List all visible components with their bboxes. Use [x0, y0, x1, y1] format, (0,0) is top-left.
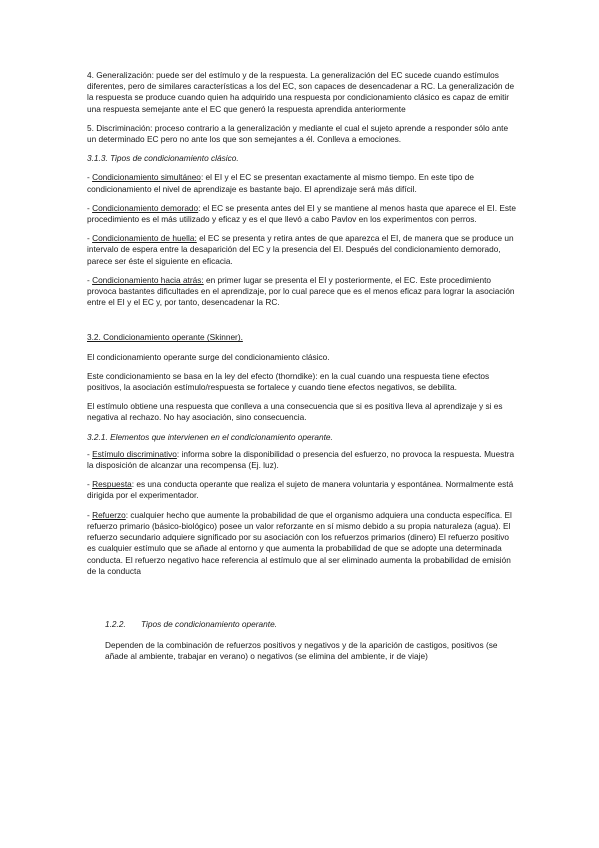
heading-1-2-2-title: Tipos de condicionamiento operante.: [141, 618, 277, 629]
paragraph-discriminacion: 5. Discriminación: proceso contrario a la generalización y mediante el cual el sujeto aprende a responder sólo ante un determinado EC pero no ante los que son semejantes a él. Conlleva a emociones.: [87, 122, 509, 145]
paragraph-operante-2: Este condicionamiento se basa en la ley del efecto (thorndike): en la cual cuando una respuesta tiene efectos positivos, la asociación estímulo/respuesta se fortalece y cuando tiene efectos negativos, se debilita.: [87, 370, 490, 393]
text-discriminativo: : informa sobre la disponibilidad o presencia del esfuerzo, no provoca la respuesta. Muestra la disposición de alcanzar una recompensa (Ej. luz).: [87, 448, 515, 471]
item-condicionamiento-hacia-atras: [87, 275, 519, 309]
paragraph-tipos-operante: Dependen de la combinación de refuerzos positivos y negativos y de la aparición de castigos, positivos (se añade al ambiente, trabajar en verano) o negativos (se elimina del ambiente, ir de viaje): [105, 640, 498, 662]
term-discriminativo: Estímulo discriminativo: [92, 448, 177, 459]
paragraph-operante-3: El estímulo obtiene una respuesta que conlleva a una consecuencia que si es positiva lleva al aprendizaje y si es negativa al rechazo. No hay asociación, sino consecuencia.: [87, 401, 503, 423]
term-hacia-atras: Condicionamiento hacia atrás:: [92, 274, 204, 285]
term-demorado: Condicionamiento demorado: [92, 202, 199, 213]
text-demorado: : el EC se presenta antes del EI y se mantiene al menos hasta que aparece el EI. Este procedimiento es el más utilizado y eficaz y es el que llevó a cabo Pavlov en los experimentos con perros.: [87, 202, 516, 225]
text-hacia-atras: en primer lugar se presenta el EI y posteriormente, el EC. Este procedimiento provoca bastantes dificultades en el aprendizaje, por lo cual parece que es el menos eficaz para lograr la asociación entre el EI y el EC y, por tanto, desencadenar la RC.: [87, 274, 515, 308]
text-huella: el EC se presenta y retira antes de que aparezca el EI, de manera que se produce un intervalo de espera entre la desaparición del EC y la presencia del EI. Después del condicionamiento demorado, parece ser éste el siguiente en eficacia.: [87, 233, 514, 266]
term-huella: Condicionamiento de huella:: [92, 233, 197, 244]
item-condicionamiento-simultaneo: [87, 172, 519, 194]
item-dash: -: [87, 274, 93, 285]
term-respuesta: Respuesta: [92, 479, 132, 490]
item-dash: -: [87, 172, 93, 183]
term-refuerzo: Refuerzo: [92, 509, 126, 520]
heading-3-2-text: 3.2. Condicionamiento operante (Skinner).: [87, 332, 243, 343]
term-simultaneo: Condicionamiento simultáneo: [92, 172, 201, 183]
item-refuerzo: [87, 510, 519, 577]
text-refuerzo: : cualquier hecho que aumente la probabilidad de que el organismo adquiera una conducta específica. El refuerzo primario (básico-biológico) posee un valor reforzante en sí mismo debido a su propia naturaleza (agua). El refuerzo secundario adquiere significado por su asociación con los refuerzos primarios (dinero) El refuerzo positivo es cualquier estímulo que se añade al entorno y que aumenta la probabilidad de que se adopte una determinada conducta. El refuerzo negativo hace referencia al estímulo que al ser eliminado aumenta la probabilidad de emisión de la conducta: [87, 509, 512, 576]
heading-1-2-2-number: 1.2.2.: [105, 618, 126, 629]
item-dash: -: [87, 448, 93, 459]
heading-3-2-1: 3.2.1. Elementos que intervienen en el condicionamiento operante.: [87, 431, 333, 442]
text-simultaneo: : el EI y el EC se presentan exactamente al mismo tiempo. En este tipo de condicionamiento el nivel de aprendizaje es bastante bajo. El aprendizaje será más difícil.: [87, 172, 474, 194]
text-respuesta: : es una conducta operante que realiza el sujeto de manera voluntaria y espontánea. Normalmente está dirigida por el experimentador.: [87, 479, 514, 501]
heading-1-2-2: [87, 619, 519, 630]
item-respuesta: [87, 479, 519, 501]
item-condicionamiento-demorado: [87, 203, 519, 225]
item-dash: -: [87, 202, 93, 213]
item-condicionamiento-huella: [87, 233, 519, 267]
item-dash: -: [87, 233, 93, 244]
document-page: [87, 70, 519, 663]
item-estimulo-discriminativo: [87, 449, 519, 471]
paragraph-operante-1: El condicionamiento operante surge del condicionamiento clásico.: [87, 351, 330, 362]
heading-3-2: [87, 332, 519, 343]
item-dash: -: [87, 479, 93, 490]
item-dash: -: [87, 509, 93, 520]
paragraph-generalizacion: 4. Generalización: puede ser del estímulo y de la respuesta. La generalización del EC sucede cuando estímulos diferentes, pero de similares características a los del EC, son capaces de desencadenar a RC. La generalización de la respuesta se produce cuando quien ha adquirido una respuesta por condicionamiento clásico es capaz de emitir una respuesta semejante ante el EC que generó la respuesta aprendida anteriormente: [87, 70, 515, 114]
heading-3-1-3: 3.1.3. Tipos de condicionamiento clásico.: [87, 153, 239, 164]
